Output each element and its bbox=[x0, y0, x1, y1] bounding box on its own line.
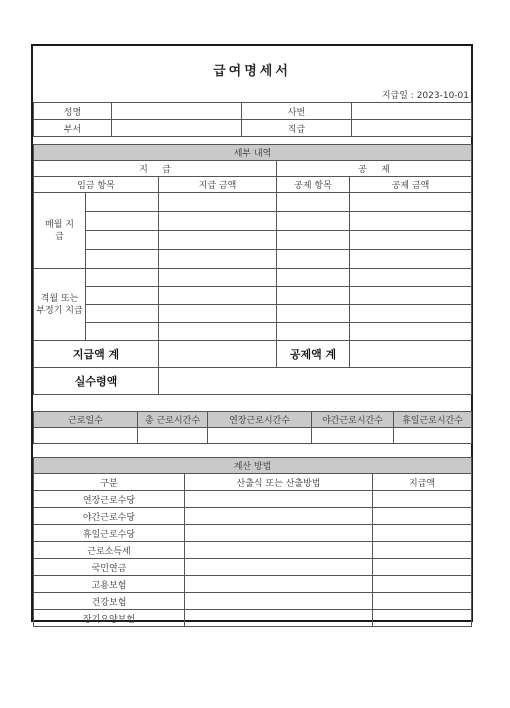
pay-amount-cell[interactable] bbox=[159, 287, 277, 305]
work-days-field[interactable] bbox=[34, 428, 138, 444]
calc-amount-cell[interactable] bbox=[373, 491, 472, 508]
total-deduction-label: 공제액 계 bbox=[277, 341, 350, 368]
net-pay-value[interactable] bbox=[159, 368, 472, 395]
details-section-title: 세부 내역 bbox=[34, 145, 472, 161]
calc-amount-cell[interactable] bbox=[373, 559, 472, 576]
calc-row-label: 건강보험 bbox=[34, 593, 185, 610]
deduction-item-cell[interactable] bbox=[277, 193, 350, 212]
deduction-amount-cell[interactable] bbox=[350, 231, 472, 250]
night-hours-field[interactable] bbox=[312, 428, 394, 444]
col-pay-amount: 지급 금액 bbox=[159, 177, 277, 193]
calc-row bbox=[34, 508, 472, 525]
calc-formula-cell[interactable] bbox=[185, 593, 373, 610]
total-deduction-value[interactable] bbox=[350, 341, 472, 368]
wage-item-cell[interactable] bbox=[86, 305, 159, 323]
calc-formula-cell[interactable] bbox=[185, 508, 373, 525]
calc-row-label: 연장근로수당 bbox=[34, 491, 185, 508]
calc-section-title: 계산 방법 bbox=[34, 458, 472, 474]
col-wage-item: 임금 항목 bbox=[34, 177, 159, 193]
department-label: 부서 bbox=[34, 120, 112, 137]
deduction-item-cell[interactable] bbox=[277, 323, 350, 341]
position-label: 직급 bbox=[242, 120, 352, 137]
calc-amount-cell[interactable] bbox=[373, 593, 472, 610]
wage-item-cell[interactable] bbox=[86, 250, 159, 269]
deduction-amount-cell[interactable] bbox=[350, 212, 472, 231]
calc-row bbox=[34, 525, 472, 542]
pay-statement-sheet bbox=[31, 44, 473, 625]
calc-row bbox=[34, 559, 472, 576]
calc-formula-cell[interactable] bbox=[185, 491, 373, 508]
monthly-pay-label: 매월 지급 bbox=[34, 193, 86, 269]
col-deduction-amount: 공제 금액 bbox=[350, 177, 472, 193]
pay-amount-cell[interactable] bbox=[159, 212, 277, 231]
details-table bbox=[33, 144, 472, 395]
pay-amount-cell[interactable] bbox=[159, 269, 277, 287]
calc-amount-cell[interactable] bbox=[373, 508, 472, 525]
deduction-amount-cell[interactable] bbox=[350, 250, 472, 269]
name-label: 성명 bbox=[34, 103, 112, 120]
calc-row-label: 국민연금 bbox=[34, 559, 185, 576]
calc-amount-cell[interactable] bbox=[373, 525, 472, 542]
wage-item-cell[interactable] bbox=[86, 269, 159, 287]
holiday-hours-header: 휴일근로시간수 bbox=[394, 412, 472, 428]
total-hours-field[interactable] bbox=[138, 428, 208, 444]
deduction-item-cell[interactable] bbox=[277, 287, 350, 305]
calc-amount-cell[interactable] bbox=[373, 542, 472, 559]
wage-item-cell[interactable] bbox=[86, 323, 159, 341]
deduction-amount-cell[interactable] bbox=[350, 287, 472, 305]
calc-row bbox=[34, 576, 472, 593]
calc-method-table bbox=[33, 457, 472, 627]
net-pay-label: 실수령액 bbox=[34, 368, 159, 395]
total-pay-value[interactable] bbox=[159, 341, 277, 368]
work-hours-table bbox=[33, 411, 472, 444]
wage-item-cell[interactable] bbox=[86, 287, 159, 305]
calc-row-label: 휴일근로수당 bbox=[34, 525, 185, 542]
work-days-header: 근로일수 bbox=[34, 412, 138, 428]
overtime-hours-header: 연장근로시간수 bbox=[208, 412, 312, 428]
calc-row-label: 고용보험 bbox=[34, 576, 185, 593]
deduction-amount-cell[interactable] bbox=[350, 193, 472, 212]
calc-row bbox=[34, 593, 472, 610]
calc-formula-cell[interactable] bbox=[185, 610, 373, 627]
col-category: 구분 bbox=[34, 474, 185, 491]
deduction-amount-cell[interactable] bbox=[350, 305, 472, 323]
pay-amount-cell[interactable] bbox=[159, 231, 277, 250]
pay-amount-cell[interactable] bbox=[159, 250, 277, 269]
wage-item-cell[interactable] bbox=[86, 212, 159, 231]
calc-row-label: 야간근로수당 bbox=[34, 508, 185, 525]
calc-formula-cell[interactable] bbox=[185, 542, 373, 559]
calc-formula-cell[interactable] bbox=[185, 576, 373, 593]
night-hours-header: 야간근로시간수 bbox=[312, 412, 394, 428]
calc-formula-cell[interactable] bbox=[185, 525, 373, 542]
deduction-item-cell[interactable] bbox=[277, 250, 350, 269]
pay-amount-cell[interactable] bbox=[159, 193, 277, 212]
position-field[interactable] bbox=[352, 120, 472, 137]
payment-header: 지 급 bbox=[34, 161, 277, 177]
deduction-amount-cell[interactable] bbox=[350, 323, 472, 341]
calc-amount-cell[interactable] bbox=[373, 610, 472, 627]
col-amount: 지급액 bbox=[373, 474, 472, 491]
irregular-pay-label: 격월 또는 부정기 지급 bbox=[34, 269, 86, 341]
overtime-hours-field[interactable] bbox=[208, 428, 312, 444]
deduction-item-cell[interactable] bbox=[277, 269, 350, 287]
holiday-hours-field[interactable] bbox=[394, 428, 472, 444]
employee-info-table bbox=[33, 102, 472, 137]
calc-row bbox=[34, 491, 472, 508]
deduction-amount-cell[interactable] bbox=[350, 269, 472, 287]
department-field[interactable] bbox=[112, 120, 242, 137]
col-deduction-item: 공제 항목 bbox=[277, 177, 350, 193]
calc-row-label: 장기요양보험 bbox=[34, 610, 185, 627]
calc-row bbox=[34, 610, 472, 627]
pay-amount-cell[interactable] bbox=[159, 305, 277, 323]
deduction-item-cell[interactable] bbox=[277, 305, 350, 323]
calc-amount-cell[interactable] bbox=[373, 576, 472, 593]
pay-date: 지급일 : 2023-10-01 bbox=[381, 91, 469, 101]
document-title: 급여명세서 bbox=[213, 64, 291, 79]
calc-row-label: 근로소득세 bbox=[34, 542, 185, 559]
employee-no-field[interactable] bbox=[352, 103, 472, 120]
employee-no-label: 사번 bbox=[242, 103, 352, 120]
total-hours-header: 총 근로시간수 bbox=[138, 412, 208, 428]
deduction-item-cell[interactable] bbox=[277, 212, 350, 231]
deduction-header: 공 제 bbox=[277, 161, 472, 177]
calc-formula-cell[interactable] bbox=[185, 559, 373, 576]
col-formula: 산출식 또는 산출방법 bbox=[185, 474, 373, 491]
calc-row bbox=[34, 542, 472, 559]
total-pay-label: 지급액 계 bbox=[34, 341, 159, 368]
name-field[interactable] bbox=[112, 103, 242, 120]
wage-item-cell[interactable] bbox=[86, 231, 159, 250]
wage-item-cell[interactable] bbox=[86, 193, 159, 212]
pay-amount-cell[interactable] bbox=[159, 323, 277, 341]
deduction-item-cell[interactable] bbox=[277, 231, 350, 250]
